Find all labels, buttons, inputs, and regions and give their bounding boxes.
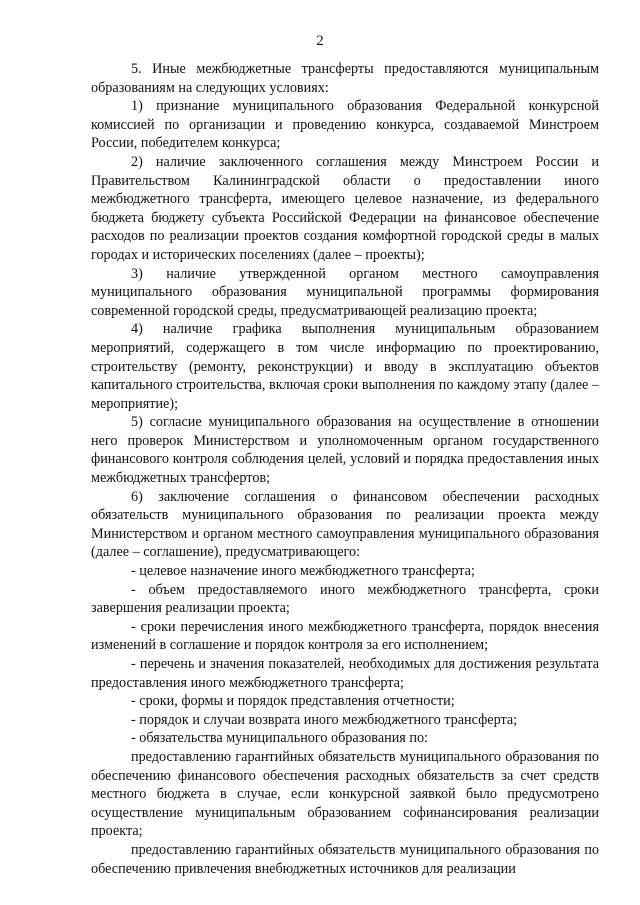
paragraph-obligation-extrabudgetary: предоставлению гарантийных обязательств муниципального образования по обеспечению привлечения внебюджетных источников для реализации (91, 841, 599, 877)
list-item: - перечень и значения показателей, необходимых для достижения результата предоставления иного межбюджетного трансферта; (91, 656, 599, 691)
list-item: - сроки перечисления иного межбюджетного трансферта, порядок внесения изменений в соглашение и порядок контроля за его исполнением; (91, 618, 599, 654)
list-item: - сроки, формы и порядок представления отчетности; (131, 693, 455, 710)
list-item: - целевое назначение иного межбюджетного трансферта; (131, 563, 475, 580)
paragraph-condition-1: 1) признание муниципального образования Федеральной конкурсной комиссией по организации и проведению конкурса, создаваемой Минстроем России, победителем конкурса; (91, 98, 599, 152)
paragraph-condition-4: 4) наличие графика выполнения муниципальным образованием мероприятий, содержащего в том числе информацию по проектированию, строительству (ремонту, реконструкции) и вводу в эксплуатацию объектов капитального строительства, включая сроки выполнения по каждому этапу (далее – мероприятие); (91, 321, 599, 412)
list-item: - обязательства муниципального образования по: (131, 730, 429, 747)
list-item: - порядок и случаи возврата иного межбюджетного трансферта; (131, 711, 518, 728)
page-number: 2 (316, 33, 324, 49)
paragraph-obligation-cofinancing: предоставлению гарантийных обязательств муниципального образования по обеспечению финансового обеспечения расходных обязательств за счет средств местного бюджета в случае, если конкурсной заявкой было предусмотрено осуществление муниципальным образованием софинансирования реализации проекта; (91, 748, 599, 840)
paragraph-condition-2: 2) наличие заключенного соглашения между Минстроем России и Правительством Калининградской области о предоставлении иного межбюджетного трансферта, имеющего целевое назначение, из федерального бюджета бюджету субъекта Российской Федерации на финансовое обеспечение расходов по реализации проектов создания комфортной городской среды в малых городах и исторических поселениях (далее – проекты); (91, 153, 599, 263)
paragraph-condition-3: 3) наличие утвержденной органом местного самоуправления муниципального образования муниципальной программы формирования современной городской среды, предусматривающей реализацию проекта; (91, 265, 599, 319)
document-body (91, 60, 599, 878)
paragraph-condition-6: 6) заключение соглашения о финансовом обеспечении расходных обязательств муниципального образования по реализации проекта между Министерством и органом местного самоуправления муниципального образования (далее – соглашение), предусматривающего: (91, 488, 599, 561)
paragraph-condition-5: 5) согласие муниципального образования на осуществление в отношении него проверок Министерством и уполномоченным органом государственного финансового контроля соблюдения целей, условий и порядка предоставления иных межбюджетных трансфертов; (91, 414, 599, 487)
list-item: - объем предоставляемого иного межбюджетного трансферта, сроки завершения реализации проекта; (91, 581, 599, 617)
paragraph-conditions-intro: 5. Иные межбюджетные трансферты предоставляются муниципальным образованиям на следующих условиях: (91, 61, 599, 96)
